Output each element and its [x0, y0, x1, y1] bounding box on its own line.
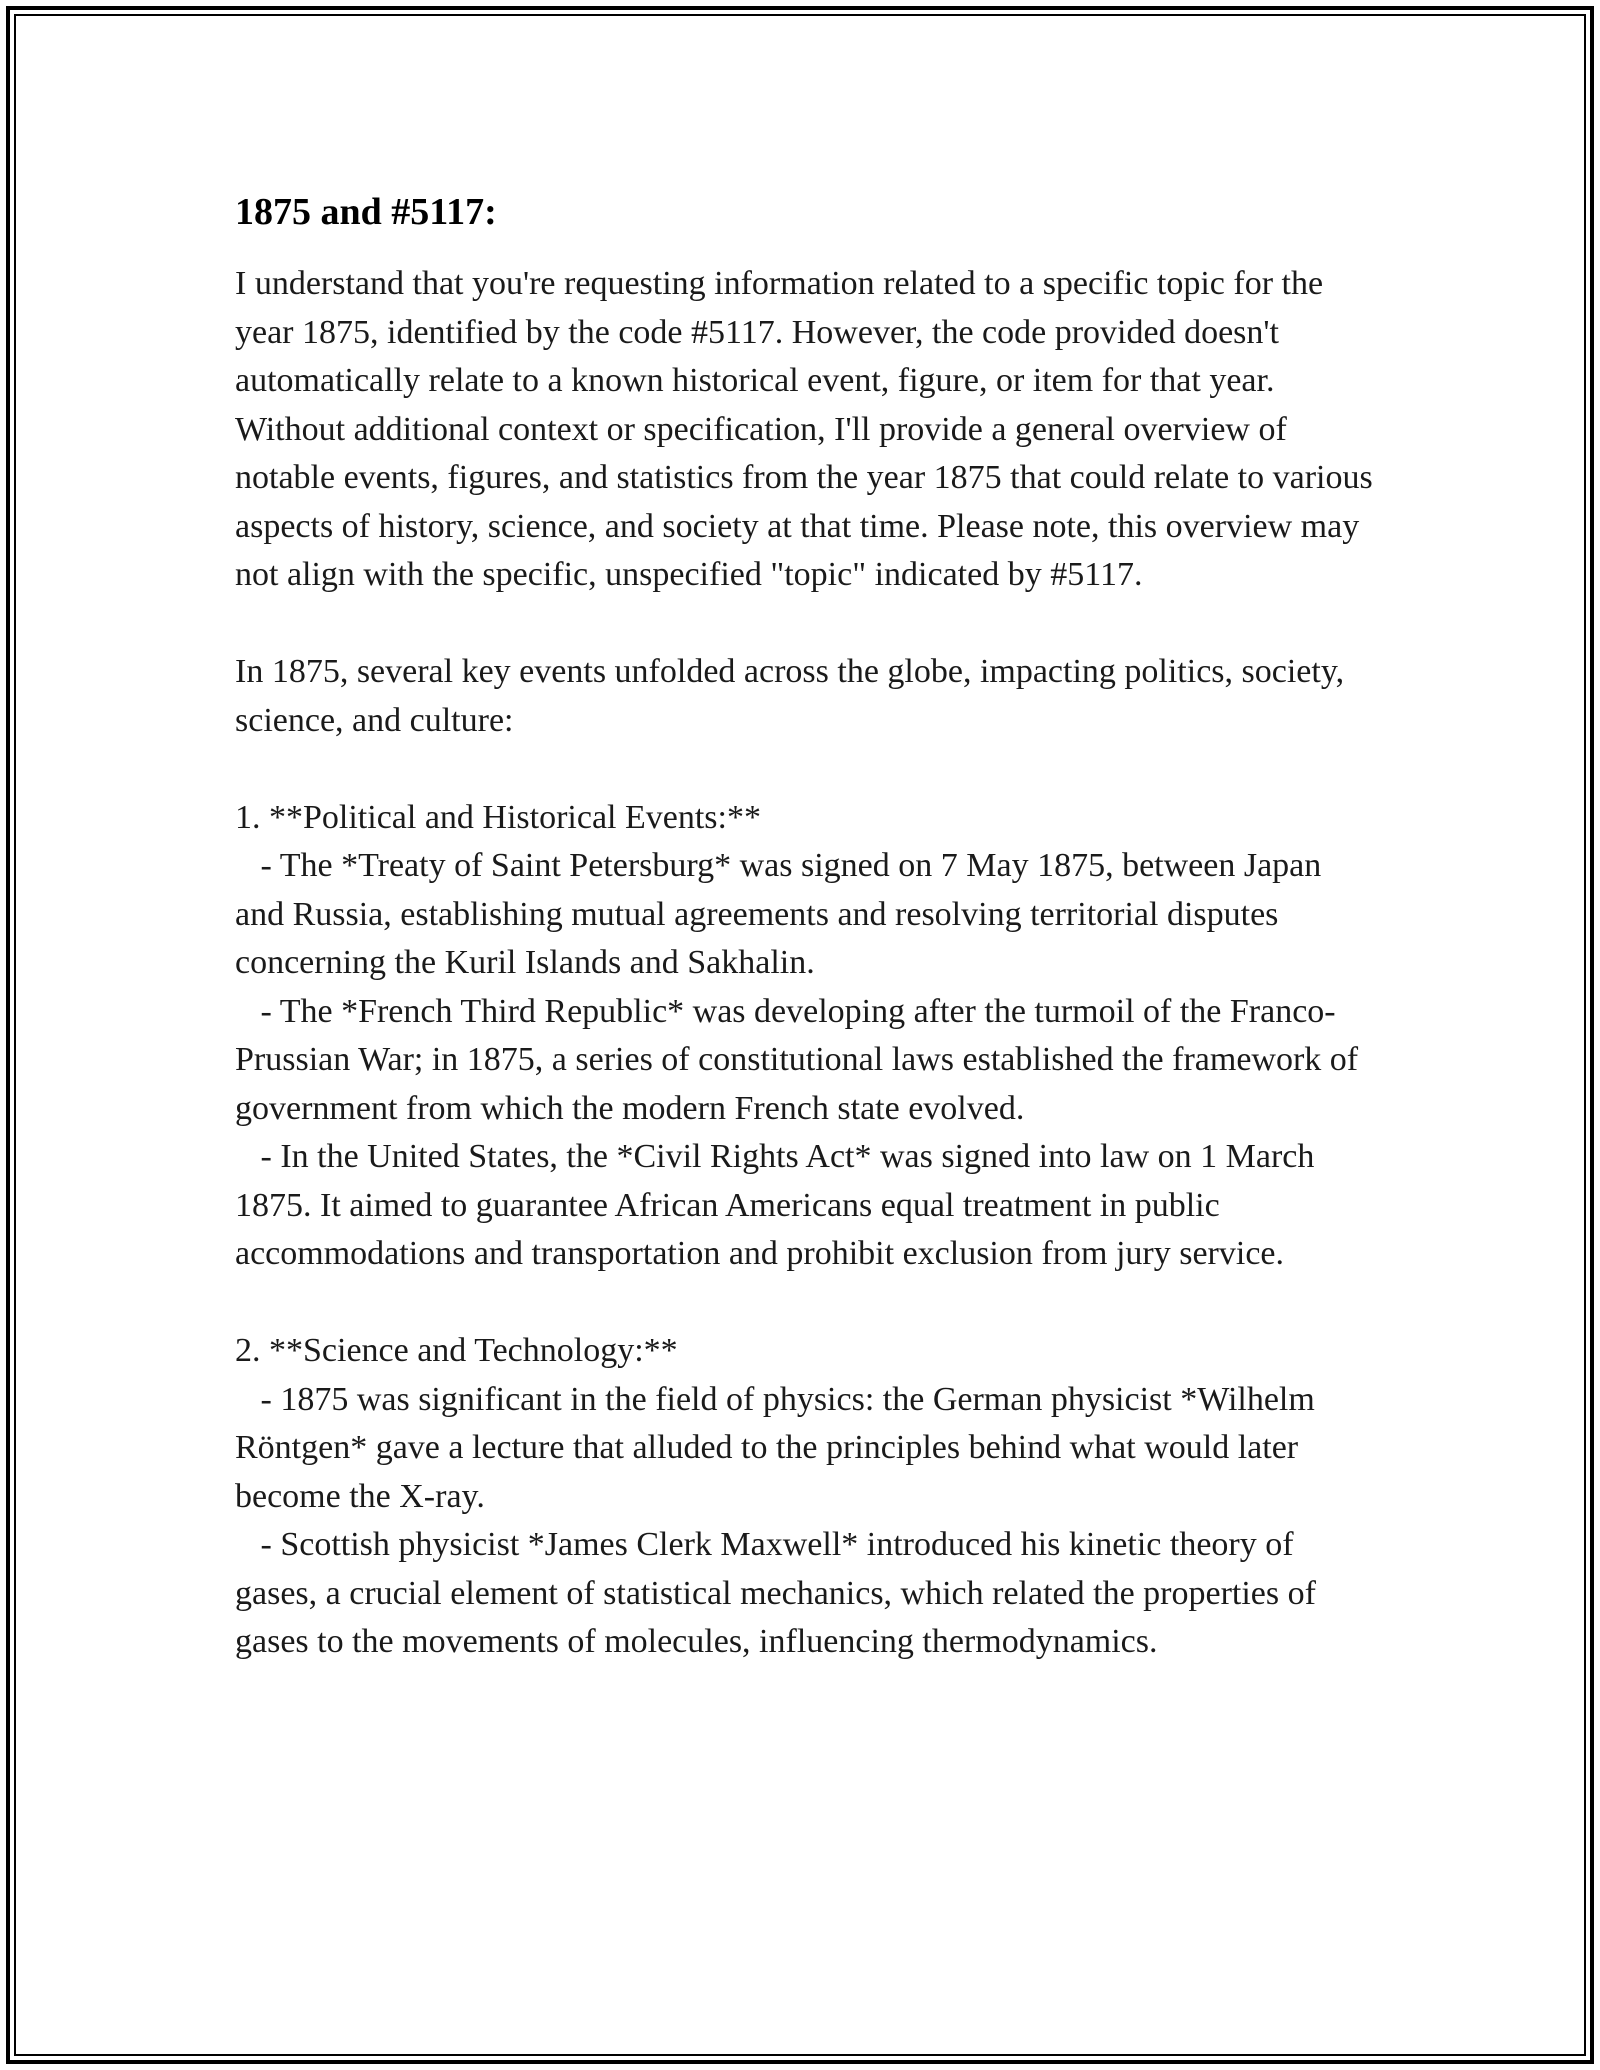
paragraph-spacer [235, 745, 1375, 794]
political-events-section: 1. **Political and Historical Events:** - The *Treaty of Saint Petersburg* was signed on 7 May 1875, between Japan and Russia, establishing mutual agreements and resolving territorial disputes concerning the Kuril Islands and Sakhalin. - The *French Third Republic* was developing after the turmoil of the Franco-Prussian War; in 1875, a series of constitutional laws established the framework of government from which the modern French state evolved. - In the United States, the *Civil Rights Act* was signed into law on 1 March 1875. It aimed to guarantee African Americans equal treatment in public accommodations and transportation and prohibit exclusion from jury service. [235, 798, 1359, 1272]
science-technology-section: 2. **Science and Technology:** - 1875 was significant in the field of physics: the German physicist *Wilhelm Röntgen* gave a lecture that alluded to the principles behind what would later become the X-ray. - Scottish physicist *James Clerk Maxwell* introduced his kinetic theory of gases, a crucial element of statistical mechanics, which related the properties of gases to the movements of molecules, influencing thermodynamics. [235, 1332, 1316, 1660]
paragraph-spacer [235, 1279, 1375, 1328]
paragraph-spacer [235, 600, 1375, 649]
events-intro-paragraph: In 1875, several key events unfolded across the globe, impacting politics, society, science, and culture: [235, 653, 1353, 739]
document-title: 1875 and #5117: [235, 191, 497, 233]
document-body [235, 186, 1382, 1667]
intro-paragraph: I understand that you're requesting information related to a specific topic for the year 1875, identified by the code #5117. However, the code provided doesn't automatically relate to a known historical event, figure, or item for that year. Without additional context or specification, I'll provide a general overview of notable events, figures, and statistics from the year 1875 that could relate to various aspects of history, science, and society at that time. Please note, this overview may not align with the specific, unspecified "topic" indicated by #5117. [235, 265, 1382, 593]
